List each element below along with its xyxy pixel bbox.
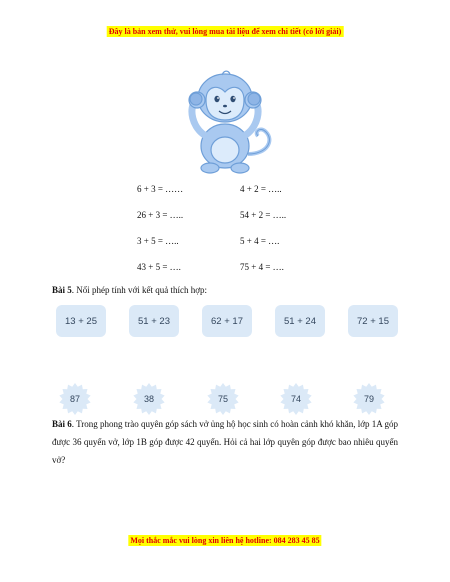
expression-text: 72 + 15 — [357, 315, 389, 327]
expression-text: 51 + 24 — [284, 315, 316, 327]
result-value: 87 — [69, 394, 80, 404]
exercise-5-text: . Nối phép tính với kết quả thích hợp: — [71, 285, 208, 295]
expression-text: 62 + 17 — [211, 315, 243, 327]
expression-box[interactable] — [202, 305, 252, 337]
expression-text: 13 + 25 — [65, 315, 97, 327]
exercise-6-label: Bài 6 — [52, 419, 72, 429]
expression-box[interactable] — [348, 305, 398, 337]
result-value: 75 — [217, 394, 228, 404]
expression-box[interactable] — [56, 305, 106, 337]
result-badge[interactable] — [206, 382, 240, 416]
expression-box[interactable] — [129, 305, 179, 337]
exercise-6-text: . Trong phong trào quyên góp sách vở ủng hộ học sinh có hoàn cảnh khó khăn, lớp 1A góp được 36 quyển vở, lớp 1B góp được 42 quyển. Hỏi cả hai lớp quyên góp được bao nhiêu quyển vở? — [52, 419, 399, 465]
expression-box[interactable] — [275, 305, 325, 337]
monkey-illustration-icon — [170, 62, 280, 177]
calculation-right: 4 + 2 = ….. — [240, 184, 282, 194]
result-badge[interactable] — [352, 382, 386, 416]
calculation-right: 75 + 4 = …. — [240, 262, 284, 272]
hotline-notice-banner: Mọi thắc mắc vui lòng xin liên hệ hotline: 084 283 45 85 — [130, 536, 320, 545]
result-badge[interactable] — [58, 382, 92, 416]
result-value: 38 — [143, 394, 154, 404]
calculation-left: 26 + 3 = ….. — [137, 210, 184, 220]
calculation-right: 5 + 4 = …. — [240, 236, 280, 246]
calculation-left: 3 + 5 = ….. — [137, 236, 179, 246]
result-badge[interactable] — [132, 382, 166, 416]
exercise-5-prompt — [52, 281, 398, 299]
calculation-left: 6 + 3 = …… — [137, 184, 184, 194]
result-badge[interactable] — [279, 382, 313, 416]
expression-text: 51 + 23 — [138, 315, 170, 327]
result-value: 74 — [290, 394, 301, 404]
calculation-right: 54 + 2 = ….. — [240, 210, 287, 220]
result-value: 79 — [363, 394, 374, 404]
exercise-6-prompt — [52, 415, 398, 469]
preview-notice-banner: Đây là bản xem thử, vui lòng mua tài liệu để xem chi tiết (có lời giải) — [108, 27, 342, 36]
calculation-left: 43 + 5 = …. — [137, 262, 181, 272]
exercise-5-label: Bài 5 — [52, 285, 72, 295]
